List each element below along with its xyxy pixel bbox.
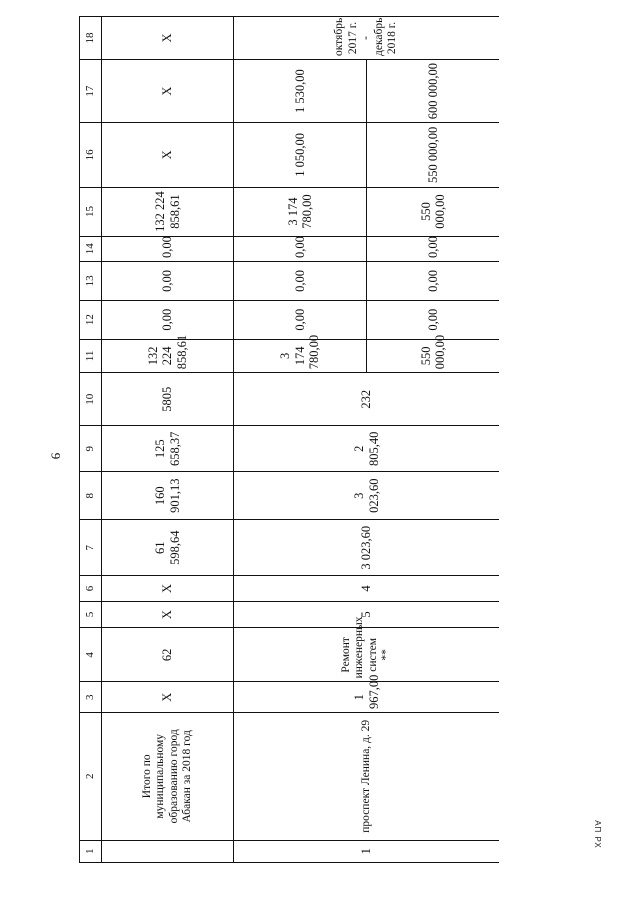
header-cell: 11 bbox=[80, 339, 102, 373]
record-number: 1 bbox=[234, 840, 500, 862]
record-cell: 1 530,00 bbox=[234, 60, 367, 123]
header-cell: 2 bbox=[80, 713, 102, 841]
page-number: 9 bbox=[48, 452, 64, 460]
record-period: октябрь 2017 г. - декабрь 2018 г. bbox=[234, 17, 500, 60]
record-cell: 0,00 bbox=[234, 236, 367, 262]
total-cell: X bbox=[102, 123, 234, 187]
record-subcell: 0,00 bbox=[367, 300, 500, 339]
header-cell: 10 bbox=[80, 373, 102, 426]
record-cell: 4 bbox=[234, 576, 500, 602]
total-cell: 61 598,64 bbox=[102, 520, 234, 576]
header-cell: 18 bbox=[80, 17, 102, 60]
header-cell: 14 bbox=[80, 236, 102, 262]
record-cell: 232 bbox=[234, 373, 500, 426]
record-row bbox=[234, 17, 367, 863]
total-label: Итого по муниципальному образованию город Абакан за 2018 год bbox=[102, 713, 234, 841]
record-cell: 2 805,40 bbox=[234, 426, 500, 472]
header-cell: 8 bbox=[80, 472, 102, 520]
record-cell: 1 967,00 bbox=[234, 682, 500, 713]
header-cell: 9 bbox=[80, 426, 102, 472]
total-cell: 5805 bbox=[102, 373, 234, 426]
header-cell: 16 bbox=[80, 123, 102, 187]
record-cell: 3 174 780,00 bbox=[234, 339, 367, 373]
total-cell: 0,00 bbox=[102, 236, 234, 262]
record-subcell: 550 000,00 bbox=[367, 123, 500, 187]
header-cell: 4 bbox=[80, 628, 102, 682]
record-subcell: 600 000,00 bbox=[367, 60, 500, 123]
record-cell: 3 023,60 bbox=[234, 472, 500, 520]
record-cell: 3 023,60 bbox=[234, 520, 500, 576]
total-row bbox=[102, 17, 234, 863]
total-cell-empty bbox=[102, 840, 234, 862]
record-address: проспект Ленина, д. 29 bbox=[234, 713, 500, 841]
total-cell: X bbox=[102, 682, 234, 713]
header-cell: 12 bbox=[80, 300, 102, 339]
record-cell: 3 174 780,00 bbox=[234, 187, 367, 236]
table-frame bbox=[79, 16, 499, 863]
header-cell: 6 bbox=[80, 576, 102, 602]
header-cell: 17 bbox=[80, 60, 102, 123]
total-cell: X bbox=[102, 601, 234, 628]
record-cell: 0,00 bbox=[234, 300, 367, 339]
rotated-table-container bbox=[79, 16, 499, 863]
record-subcell: 550 000,00 bbox=[367, 339, 500, 373]
total-cell: 125 658,37 bbox=[102, 426, 234, 472]
record-cell: 0,00 bbox=[234, 262, 367, 301]
total-cell: 62 bbox=[102, 628, 234, 682]
record-subcell: 0,00 bbox=[367, 262, 500, 301]
total-cell: X bbox=[102, 60, 234, 123]
repair-program-table bbox=[79, 16, 499, 863]
record-subcell: 550 000,00 bbox=[367, 187, 500, 236]
header-row bbox=[80, 17, 102, 863]
record-subcell: 0,00 bbox=[367, 236, 500, 262]
total-cell: 0,00 bbox=[102, 262, 234, 301]
total-cell: 132 224 858,61 bbox=[102, 339, 234, 373]
total-cell: 160 901,13 bbox=[102, 472, 234, 520]
header-cell: 1 bbox=[80, 840, 102, 862]
header-cell: 5 bbox=[80, 601, 102, 628]
record-cell: 1 050,00 bbox=[234, 123, 367, 187]
record-work-type: Ремонт инженерных систем ** bbox=[234, 628, 500, 682]
total-cell: 0,00 bbox=[102, 300, 234, 339]
footer-mark: АП РХ bbox=[592, 820, 602, 849]
header-cell: 13 bbox=[80, 262, 102, 301]
header-cell: 7 bbox=[80, 520, 102, 576]
record-cell: 5 bbox=[234, 601, 500, 628]
header-cell: 15 bbox=[80, 187, 102, 236]
header-cell: 3 bbox=[80, 682, 102, 713]
total-cell: X bbox=[102, 17, 234, 60]
total-cell: X bbox=[102, 576, 234, 602]
total-cell: 132 224 858,61 bbox=[102, 187, 234, 236]
